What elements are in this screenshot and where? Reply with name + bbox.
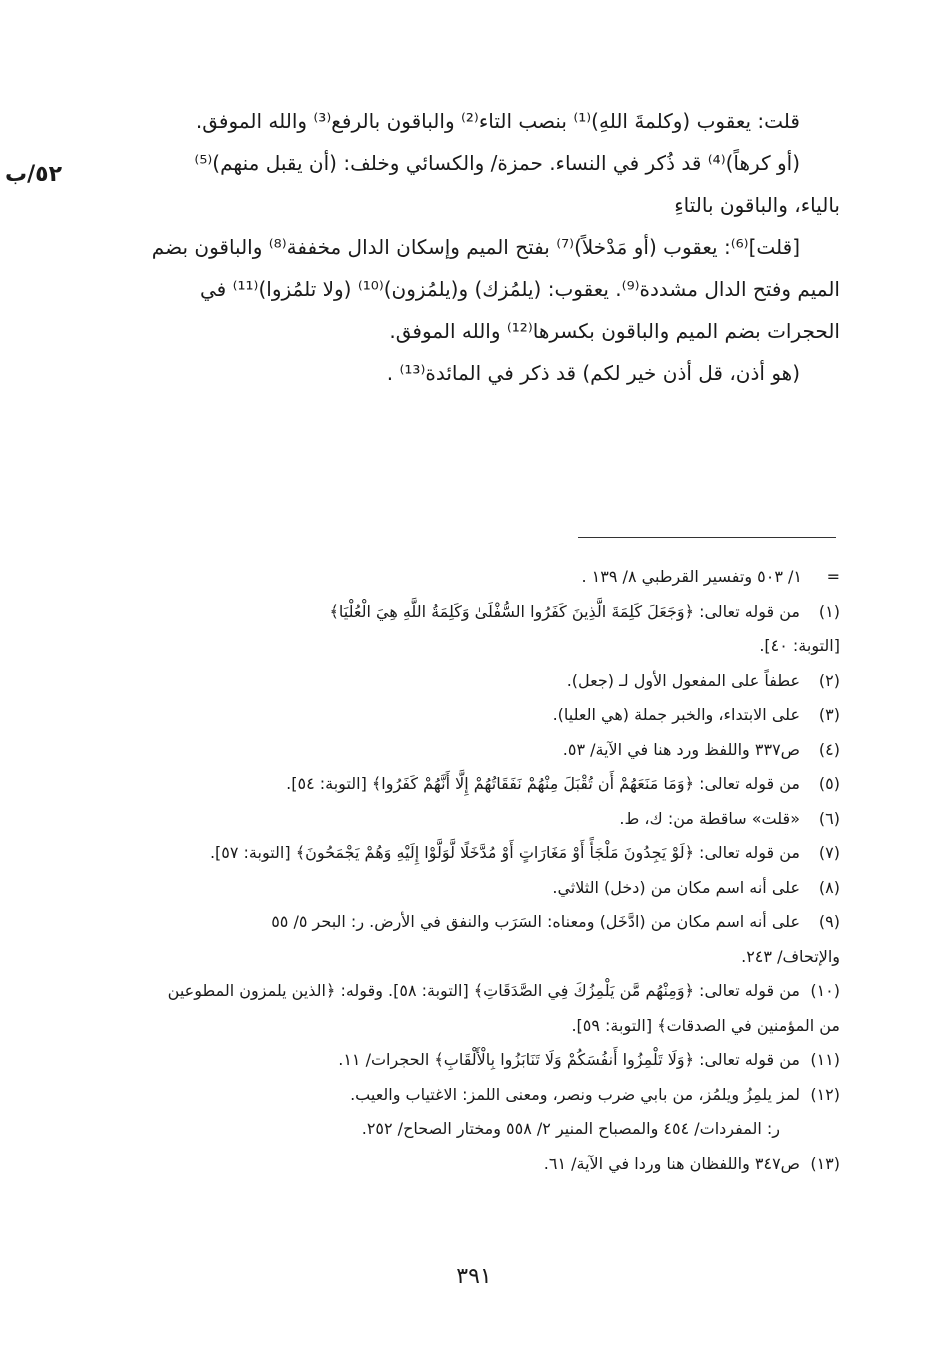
footnote-number: (٧) [818, 843, 840, 862]
footnote-text: من قوله تعالى: ﴿وَجَعَلَ كَلِمَةَ الَّذِينَ كَفَرُوا السُّفْلَىٰ وَكَلِمَةُ اللَّهِ هِيَ الْعُلْيَا﴾ [329, 601, 800, 621]
footnote-number: (٨) [818, 877, 840, 897]
footnote-continued-line [70, 1112, 840, 1147]
footnote-continuation [70, 560, 840, 595]
footnote-text: «قلت» ساقطة من: ك، ط. [619, 808, 800, 828]
footnote-number: (٩) [818, 912, 840, 931]
footnote-separator [578, 537, 836, 538]
footnote-continued-line [70, 1009, 840, 1044]
main-line: (هو أذن، قل أذن خير لكم) قد ذكر في المائدة⁽¹³⁾ . [386, 361, 800, 385]
footnote-text: من المؤمنين في الصدقات﴾ [التوبة: ٥٩]. [571, 1015, 840, 1035]
main-line: بالياء، والباقون بالتاءِ [674, 193, 840, 217]
footnote-item [70, 1078, 840, 1113]
footnote-text: من قوله تعالى: ﴿وَلَا تَلْمِزُوا أَنفُسَكُمْ وَلَا تَنَابَزُوا بِالْأَلْقَابِ﴾ الحجرات/ ١١. [338, 1050, 800, 1069]
footnote-text: من قوله تعالى: ﴿لَوْ يَجِدُونَ مَلْجَأً أَوْ مَغَارَاتٍ أَوْ مُدَّخَلًا لَّوَلَّوْا إِلَيْهِ وَهُمْ يَجْمَحُونَ﴾ [التوبة: ٥٧]. [209, 843, 800, 862]
footnote-text: على الابتداء، والخبر جملة (هي العليا). [552, 705, 800, 724]
main-line: الميم وفتح الدال مشددة⁽⁹⁾. يعقوب: (يلمُزك) و(يلمُزون)⁽¹⁰⁾ (ولا تلمُزوا)⁽¹¹⁾ في [200, 277, 840, 301]
footnote-item [70, 767, 840, 802]
footnote-text: لمز يلمِزُ ويلمُز، من بابي ضرب ونصر، ومعنى اللمز: الاغتياب والعيب. [350, 1084, 800, 1104]
footnote-item [70, 733, 840, 768]
footnote-number: (٣) [818, 705, 840, 724]
footnote-text: ر: المفردات/ ٤٥٤ والمصباح المنير ٢/ ٥٥٨ ومختار الصحاح/ ٢٥٢. [361, 1119, 780, 1138]
footnote-number: (٤) [818, 739, 840, 759]
footnote-item [70, 905, 840, 940]
footnote-number: (١) [818, 601, 840, 621]
footnote-item [70, 802, 840, 837]
footnote-text: [التوبة: ٤٠]. [759, 636, 840, 655]
footnote-text: على أنه اسم مكان من (دخل) الثلاثي. [552, 877, 800, 897]
footnote-item [70, 664, 840, 699]
footnote-number: (٦) [818, 808, 840, 828]
footnote-text: ص٣٣٧ واللفظ ورد هنا في الآية/ ٥٣. [562, 739, 800, 759]
continuation-mark: = [826, 567, 840, 586]
footnote-text: من قوله تعالى: ﴿وَمَا مَنَعَهُمْ أَن تُقْبَلَ مِنْهُمْ نَفَقَاتُهُمْ إِلَّا أَنَّهُمْ كَفَرُوا﴾ [التوبة: ٥٤]. [286, 774, 800, 793]
footnote-text: على أنه اسم مكان من (ادَّخَل) ومعناه: السَرَب والنفق في الأرض. ر: البحر ٥/ ٥٥ [271, 912, 800, 931]
main-line: (أو كرهاً)⁽⁴⁾ قد ذُكر في النساء. حمزة/ والكسائي وخلف: (أن يقبل منهم)⁽⁵⁾ [194, 151, 800, 175]
footnote-item [70, 1043, 840, 1078]
main-line: قلت: يعقوب (وكلمةَ اللهِ)⁽¹⁾ بنصب التاء⁽²⁾ والباقون بالرفع⁽³⁾ والله الموفق. [195, 109, 800, 133]
footnote-number: (٥) [818, 774, 840, 793]
main-line: [قلت]⁽⁶⁾: يعقوب (أو مَدْخلاً)⁽⁷⁾ بفتح الميم وإسكان الدال مخففة⁽⁸⁾ والباقون بضم [151, 235, 800, 259]
main-line: الحجرات بضم الميم والباقون بكسرها⁽¹²⁾ والله الموفق. [389, 319, 840, 343]
footnote-number: (١٢) [810, 1084, 840, 1104]
footnote-continued-line [70, 629, 840, 664]
page-number: ٣٩١ [456, 1264, 492, 1289]
continuation-text: ١/ ٥٠٣ وتفسير القرطبي ٨/ ١٣٩ . [581, 567, 802, 586]
footnote-text: من قوله تعالى: ﴿وَمِنْهُم مَّن يَلْمِزُكَ فِي الصَّدَقَاتِ﴾ [التوبة: ٥٨]. وقوله: ﴿الذين يلمزون المطوعين [167, 981, 800, 1000]
footnote-item [70, 836, 840, 871]
footnote-text: والإتحاف/ ٢٤٣. [741, 946, 840, 966]
footnote-item [70, 698, 840, 733]
footnote-item [70, 595, 840, 630]
footnotes-block [70, 560, 840, 1181]
footnote-item [70, 974, 840, 1009]
footnote-number: (١٠) [810, 981, 840, 1000]
footnote-text: عطفاً على المفعول الأول لـ (جعل). [566, 670, 800, 690]
footnote-text: ص٣٤٧ واللفظان هنا وردا في الآية/ ٦١. [543, 1153, 800, 1173]
footnote-continued-line [70, 940, 840, 975]
margin-folio-reference: ٥٢/ب [5, 162, 63, 187]
footnote-item [70, 1147, 840, 1182]
footnote-number: (١٣) [810, 1153, 840, 1173]
footnote-item [70, 871, 840, 906]
footnote-number: (٢) [818, 670, 840, 690]
main-text-block [70, 100, 840, 394]
footnote-number: (١١) [810, 1050, 840, 1069]
